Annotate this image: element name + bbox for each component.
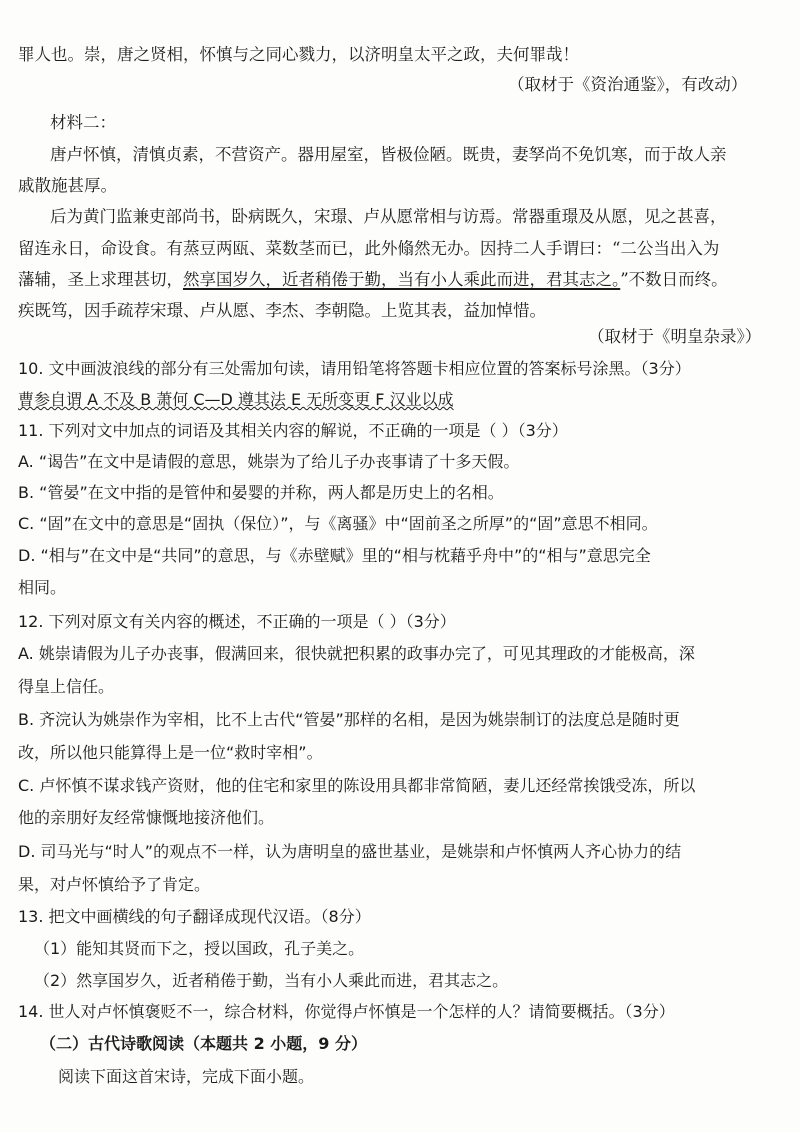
question-10-wavy-text: 曹参自谓 A 不及 B 萧何 C—D 遵其法 E 无所变更 F 汉业以成: [18, 390, 454, 409]
material2-source: （取材于《明皇杂录》）: [588, 327, 762, 346]
question-12-option-a-line1: A. 姚崇请假为儿子办丧事，假满回来，很快就把积累的政事办完了，可见其理政的才能极高，深: [18, 644, 695, 663]
question-14: 14. 世人对卢怀慎褒贬不一，综合材料，你觉得卢怀慎是一个怎样的人？请简要概括。（3分）: [18, 1002, 675, 1021]
material2-p1-line2: 戚散施甚厚。: [18, 176, 117, 195]
underlined-sentence: 然享国岁久，近者稍倦于勤，当有小人乘此而进，君其志之。: [183, 270, 621, 289]
material2-heading: 材料二：: [50, 113, 116, 132]
question-11-option-d-line2: 相同。: [18, 578, 67, 597]
question-12-option-c-line2: 他的亲朋好友经常慷慨地接济他们。: [18, 808, 275, 827]
question-12-option-d-line1: D. 司马光与“时人”的观点不一样，认为唐明皇的盛世基业，是姚崇和卢怀慎两人齐心协力的结: [18, 842, 682, 861]
material1-last-line: 罪人也。崇，唐之贤相，怀慎与之同心戮力，以济明皇太平之政，夫何罪哉！: [18, 45, 579, 64]
question-11-option-b: B. “管晏”在文中指的是管仲和晏婴的并称，两人都是历史上的名相。: [18, 483, 504, 502]
question-12-option-c-line1: C. 卢怀慎不谋求钱产资财，他的住宅和家里的陈设用具都非常简陋，妻儿还经常挨饿受冻，所以: [18, 776, 696, 795]
material2-p2-line1: 后为黄门监兼吏部尚书，卧病既久，宋璟、卢从愿常相与访焉。常器重璟及从愿，见之甚喜，: [50, 207, 727, 226]
material2-p1-line1: 唐卢怀慎，清慎贞素，不营资产。器用屋室，皆极俭陋。既贵，妻孥尚不免饥寒，而于故人亲: [50, 145, 727, 164]
material2-p2-line3: [18, 268, 728, 292]
section-heading-poetry: （二）古代诗歌阅读（本题共 2 小题，9 分）: [40, 1034, 367, 1053]
material2-p2-line3-end: ”不数日而终。: [620, 270, 728, 289]
question-12-option-d-line2: 果，对卢怀慎给予了肯定。: [18, 875, 211, 894]
material1-source: （取材于《资治通鉴》，有改动）: [508, 75, 748, 94]
section-instruction: 阅读下面这首宋诗，完成下面小题。: [58, 1067, 315, 1086]
question-11: 11. 下列对文中加点的词语及其相关内容的解说，不正确的一项是（ ）（3分）: [18, 421, 568, 440]
question-13-item-1: （1）能知其贤而下之，授以国政，孔子美之。: [34, 939, 365, 958]
material2-p2-line4: 疾既笃，因手疏荐宋璟、卢从愿、李杰、李朝隐。上览其表，益加悼惜。: [18, 301, 546, 320]
question-12-option-b-line2: 改，所以他只能算得上是一位“救时宰相”。: [18, 743, 323, 762]
question-11-option-c: C. “固”在文中的意思是“固执（保位）”，与《离骚》中“固前圣之所厚”的“固”意思不相同。: [18, 514, 658, 533]
material2-p2-line3-start: 藩辅，圣上求理甚切，: [18, 270, 183, 289]
question-11-option-d-line1: D. “相与”在文中是“共同”的意思，与《赤壁赋》里的“相与枕藉乎舟中”的“相与”意思完全: [18, 546, 651, 565]
question-13-item-2: （2）然享国岁久，近者稍倦于勤，当有小人乘此而进，君其志之。: [34, 971, 509, 990]
question-10: 10. 文中画波浪线的部分有三处需加句读，请用铅笔将答题卡相应位置的答案标号涂黑。（3分）: [18, 359, 691, 378]
material2-p2-line2: 留连永日，命设食。有蒸豆两瓯、菜数茎而已，此外翛然无办。因持二人手谓曰：“二公当出入为: [18, 239, 720, 258]
question-12: 12. 下列对原文有关内容的概述，不正确的一项是（ ）（3分）: [18, 612, 456, 631]
question-12-option-b-line1: B. 齐浣认为姚崇作为宰相，比不上古代“管晏”那样的名相，是因为姚崇制订的法度总是随时更: [18, 710, 680, 729]
question-13: 13. 把文中画横线的句子翻译成现代汉语。（8分）: [18, 907, 371, 926]
question-11-option-a: A. “谒告”在文中是请假的意思，姚崇为了给儿子办丧事请了十多天假。: [18, 452, 520, 471]
question-12-option-a-line2: 得皇上信任。: [18, 677, 115, 696]
